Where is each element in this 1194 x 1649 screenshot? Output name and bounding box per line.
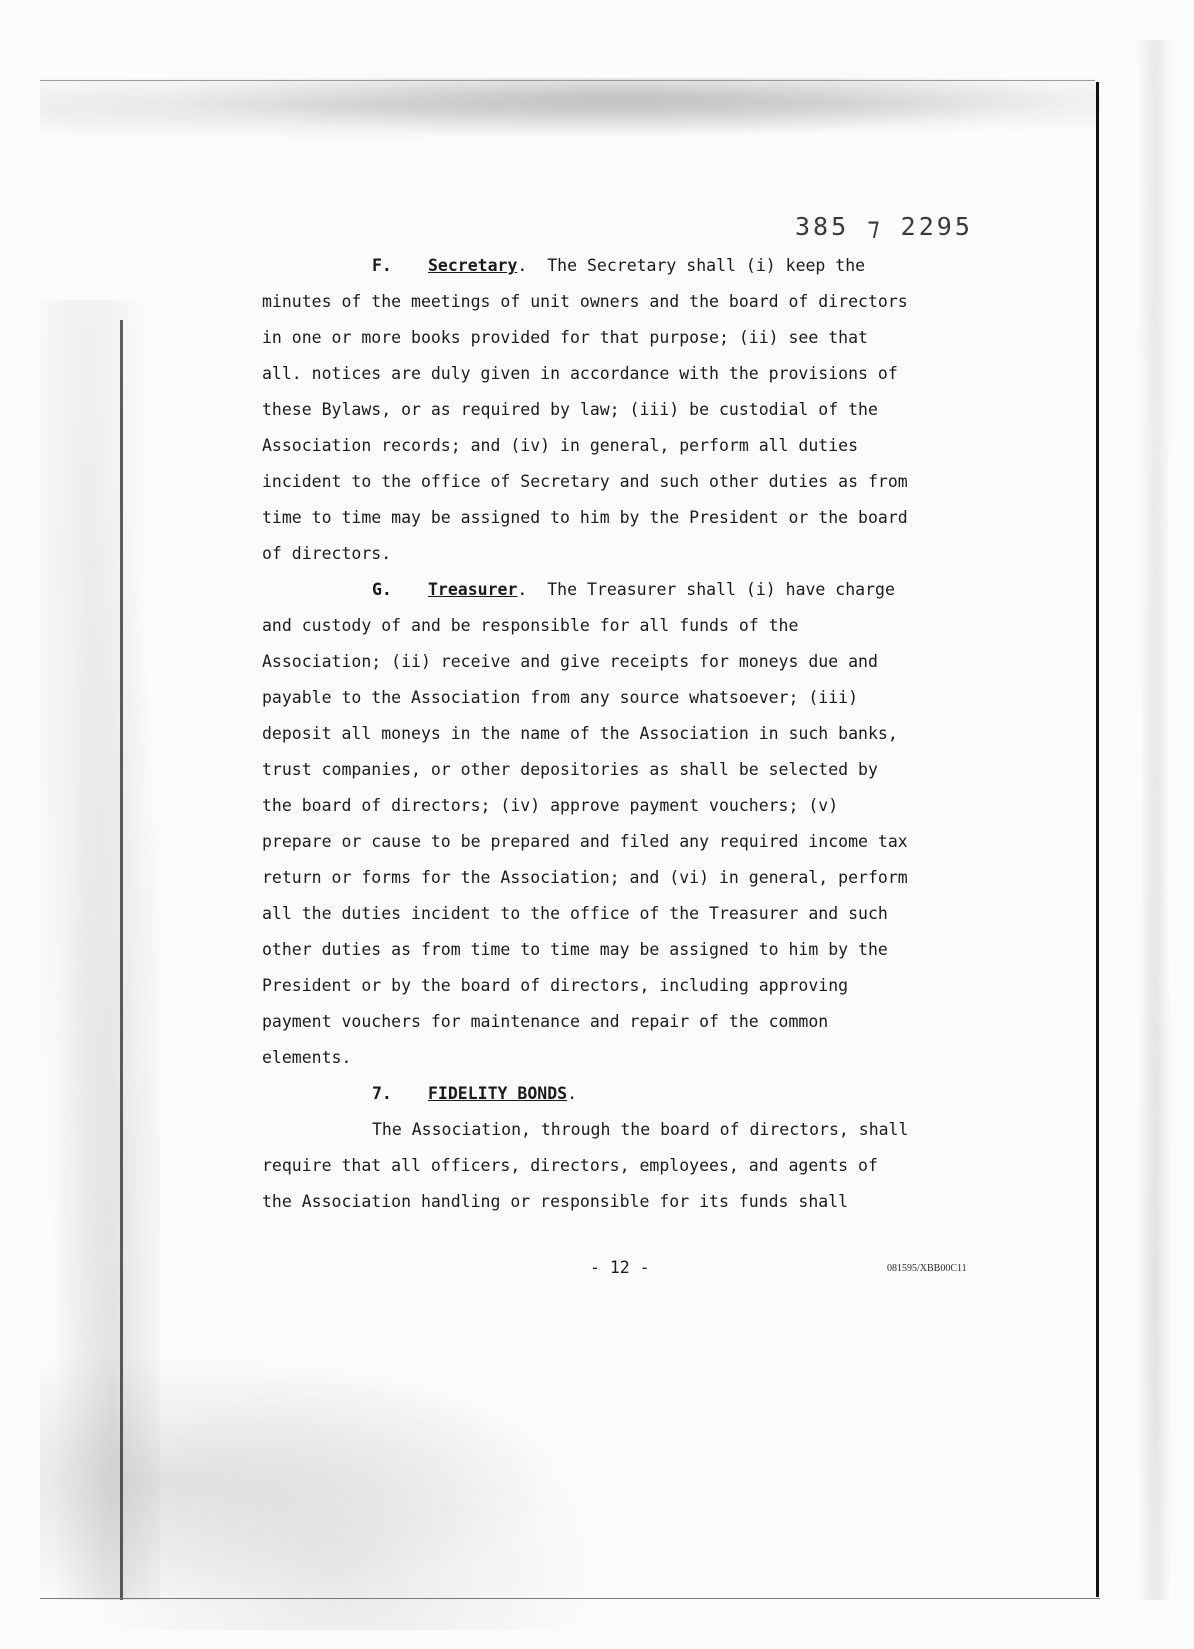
paragraph-line: of directors. — [262, 544, 392, 563]
scan-margin-line-left — [120, 320, 123, 1600]
paragraph-line: the board of directors; (iv) approve payment vouchers; (v) — [262, 796, 839, 815]
paragraph-line: all the duties incident to the office of the Treasurer and such — [262, 904, 888, 923]
paragraph-line: elements. — [262, 1048, 352, 1067]
paragraph-line: Association; (ii) receive and give receipts for moneys due and — [262, 652, 878, 671]
section-fidelity-bonds — [262, 1076, 982, 1220]
paragraph-line: require that all officers, directors, employees, and agents of — [262, 1156, 878, 1175]
paragraph-line: trust companies, or other depositories as shall be selected by — [262, 760, 878, 779]
paragraph-line: the Association handling or responsible for its funds shall — [262, 1192, 849, 1211]
scan-noise-bottom — [40, 1330, 640, 1630]
book-page-stamp: 385 ⁊ 2295 — [795, 212, 973, 241]
scan-margin-line-right — [1096, 82, 1099, 1597]
scan-edge-bottom — [40, 1598, 1100, 1599]
paragraph-line: incident to the office of Secretary and such other duties as from — [262, 472, 908, 491]
section-title: FIDELITY BONDS — [428, 1084, 568, 1103]
section-title: Treasurer — [428, 580, 518, 599]
scan-noise-right — [1130, 40, 1180, 1600]
paragraph-line: and custody of and be responsible for all funds of the — [262, 616, 799, 635]
heading-period: . — [517, 256, 528, 275]
paragraph-line: The Association, through the board of directors, shall — [372, 1120, 909, 1139]
paragraph-line: President or by the board of directors, including approving — [262, 976, 849, 995]
heading-period: . — [517, 580, 528, 599]
section-treasurer — [262, 572, 982, 1076]
footer-page-number: - 12 - — [590, 1258, 650, 1277]
section-letter: G. — [372, 580, 392, 599]
section-number: 7. — [372, 1084, 392, 1103]
footer-document-code: 081595/XBB00C11 — [887, 1263, 967, 1274]
heading-period: . — [567, 1084, 578, 1103]
section-secretary — [262, 248, 982, 572]
paragraph-line: The Treasurer shall (i) have charge — [547, 580, 895, 599]
paragraph-line: in one or more books provided for that purpose; (ii) see that — [262, 328, 868, 347]
scan-edge-top — [40, 80, 1095, 81]
paragraph-line: payable to the Association from any source whatsoever; (iii) — [262, 688, 859, 707]
paragraph-line: payment vouchers for maintenance and repair of the common — [262, 1012, 829, 1031]
paragraph-line: all. notices are duly given in accordance with the provisions of — [262, 364, 898, 383]
paragraph-line: return or forms for the Association; and (vi) in general, perform — [262, 868, 908, 887]
paragraph-line: minutes of the meetings of unit owners and the board of directors — [262, 292, 908, 311]
paragraph-line: deposit all moneys in the name of the Association in such banks, — [262, 724, 898, 743]
paragraph-line: time to time may be assigned to him by the President or the board — [262, 508, 908, 527]
paragraph-line: The Secretary shall (i) keep the — [547, 256, 866, 275]
paragraph-line: Association records; and (iv) in general, perform all duties — [262, 436, 859, 455]
paragraph-line: prepare or cause to be prepared and filed any required income tax — [262, 832, 908, 851]
paragraph-line: other duties as from time to time may be assigned to him by the — [262, 940, 888, 959]
section-letter: F. — [372, 256, 392, 275]
section-title: Secretary — [428, 256, 518, 275]
document-body — [262, 248, 982, 1220]
scan-noise-top — [40, 78, 1100, 148]
paragraph-line: these Bylaws, or as required by law; (iii) be custodial of the — [262, 400, 878, 419]
